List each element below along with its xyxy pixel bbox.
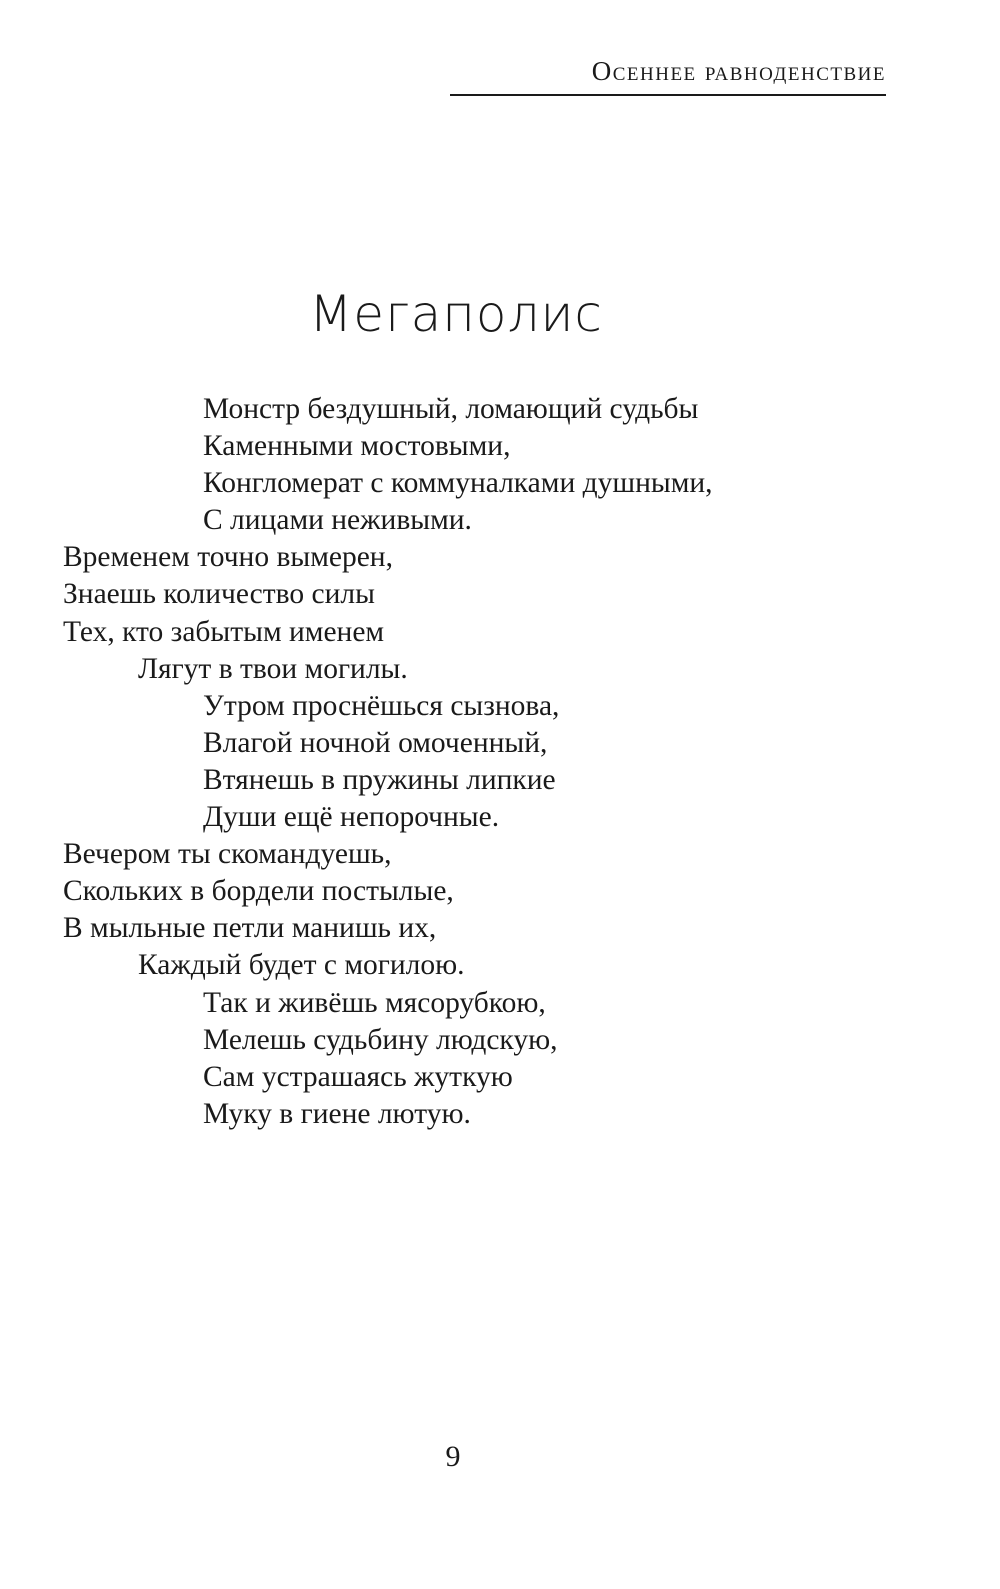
poem-line: Каменными мостовыми, [203, 430, 511, 463]
poem-line: Знаешь количество силы [63, 578, 375, 611]
poem-line: Каждый будет с могилою. [138, 949, 465, 982]
poem-line: Мелешь судьбину людскую, [203, 1023, 558, 1056]
poem-line: Лягут в твои могилы. [138, 652, 408, 685]
poem-line: Тех, кто забытым именем [63, 615, 385, 648]
poem-line: Сам устрашаясь жуткую [203, 1060, 513, 1093]
poem-line: Вечером ты скомандуешь, [63, 838, 392, 871]
poem-line: Конгломерат с коммуналками душными, [203, 467, 713, 500]
poem-line: В мыльные петли манишь их, [63, 912, 437, 945]
poem-line: Скольких в бордели постылые, [63, 875, 454, 908]
poem-line: Так и живёшь мясорубкою, [203, 986, 546, 1019]
poem-line: Души ещё непорочные. [203, 801, 500, 834]
poem-line: Утром проснёшься сызнова, [203, 689, 560, 722]
page-number: 9 [445, 1440, 461, 1473]
poem-line: Временем точно вымерен, [63, 541, 393, 574]
poem-line: Втянешь в пружины липкие [203, 763, 556, 796]
poem-line: Влагой ночной омоченный, [203, 726, 548, 759]
poem-line: Муку в гиене лютую. [203, 1097, 471, 1130]
running-head: Осеннее равноденствие [591, 56, 886, 86]
poem-line: Монстр бездушный, ломающий судьбы [203, 393, 699, 425]
poem-title: Мегаполис [309, 285, 603, 343]
poem-body [0, 391, 1000, 1133]
header-rule [450, 94, 886, 96]
poem-line: С лицами неживыми. [203, 504, 472, 537]
